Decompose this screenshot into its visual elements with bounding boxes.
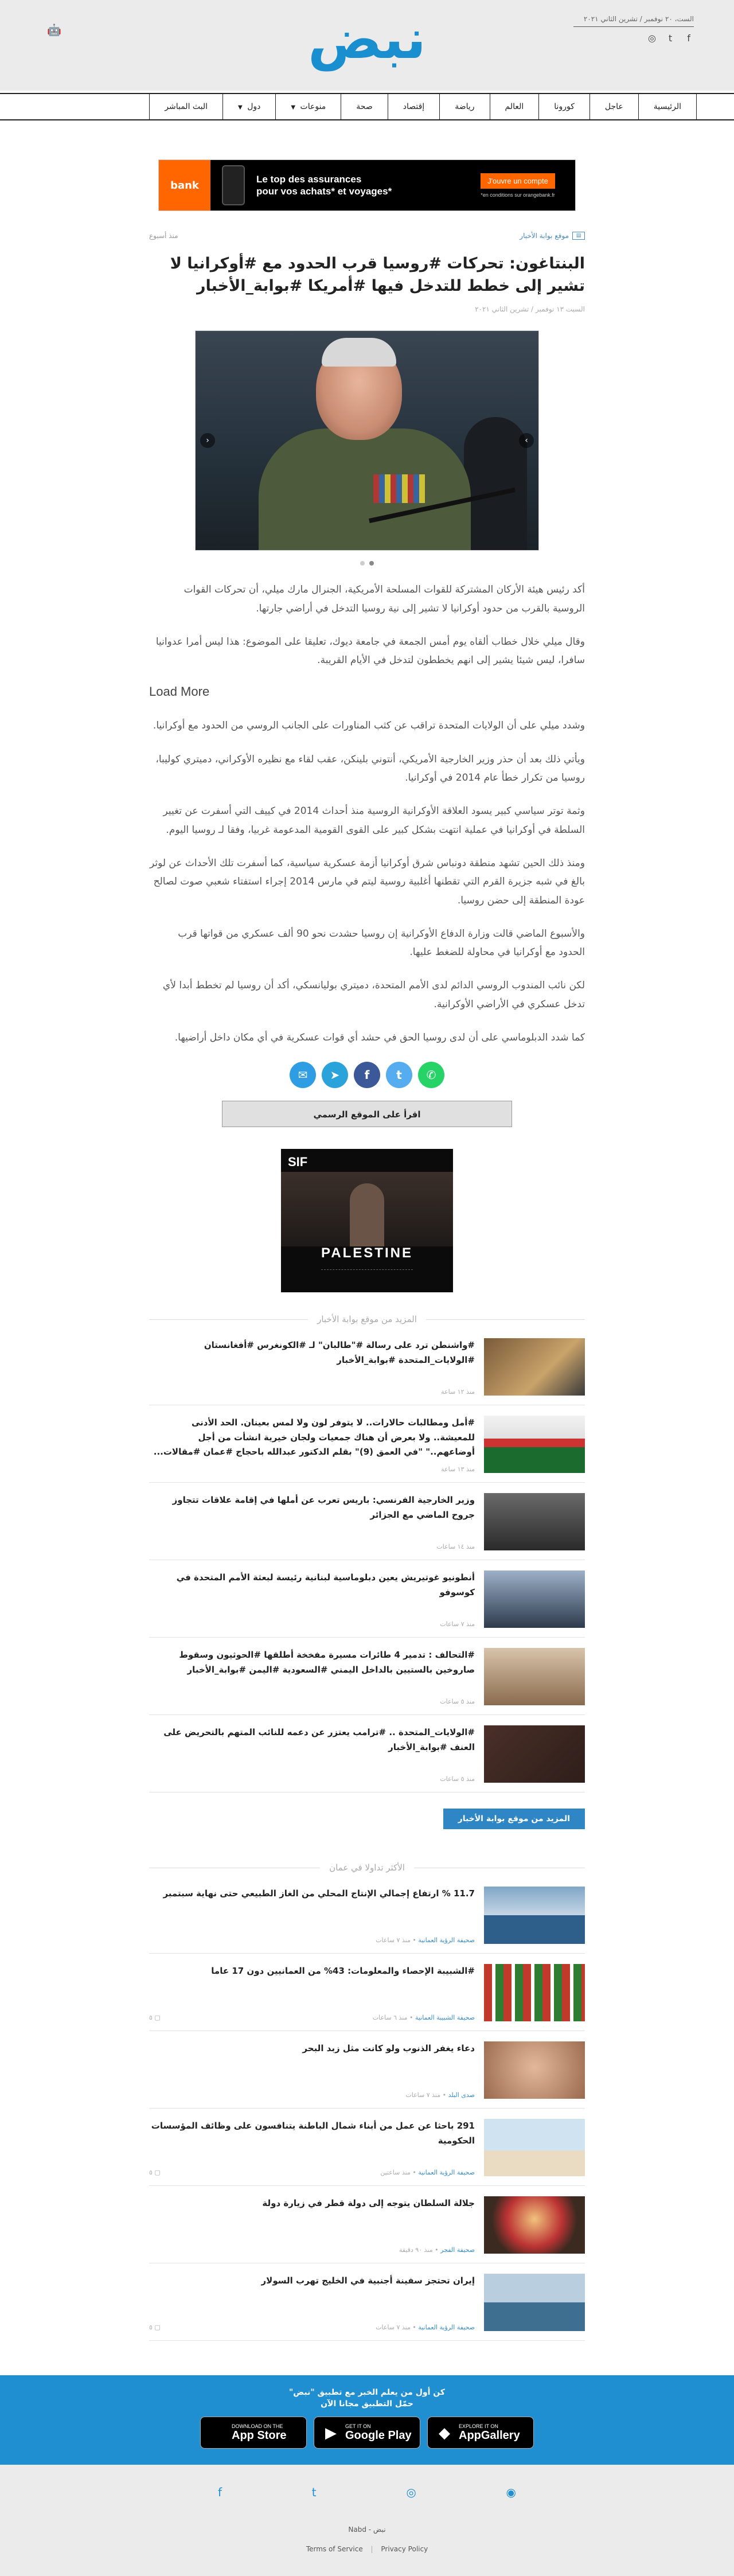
store-text xyxy=(459,2423,520,2442)
news-info xyxy=(149,2274,475,2331)
top-ad-banner[interactable] xyxy=(158,159,576,211)
news-footer xyxy=(149,1936,475,1944)
article-paragraph: وقال ميلي خلال خطاب ألقاه يوم أمس الجمعة في جامعة ديوك، تعليقا على الموضوع: هذا ليس أمرا عدوانيا سافرا، ليس شيئا يشير إلى انهم يخططون لتدخل في الأيام القريبة. xyxy=(155,636,585,667)
news-time: منذ ٥ ساعات xyxy=(440,1698,475,1706)
footer-social xyxy=(218,2485,516,2499)
store-text xyxy=(345,2423,412,2442)
store-name: AppGallery xyxy=(459,2429,520,2442)
news-info xyxy=(149,1493,475,1550)
article-paragraph: لكن نائب المندوب الروسي الدائم لدى الأمم المتحدة، دميتري بوليانسكي، أكد أن روسيا لم تخطط أبدا لأي تدخل عسكري في الأراضي الأوكرانية. xyxy=(162,980,585,1010)
app-download-band xyxy=(0,2375,734,2465)
news-time: منذ ٧ ساعات xyxy=(376,1936,411,1944)
ad-phone-image xyxy=(222,165,245,205)
ad-headline-1: Le top des assurances xyxy=(256,173,362,185)
news-thumbnail[interactable] xyxy=(484,2196,585,2254)
list-item[interactable] xyxy=(149,2119,585,2186)
news-thumbnail[interactable] xyxy=(484,2274,585,2331)
news-time: منذ ١٤ ساعات xyxy=(436,1543,475,1551)
news-source[interactable]: صحيفة الرؤية العمانية xyxy=(418,2169,475,2177)
news-footer xyxy=(149,2169,475,2176)
square-ad[interactable] xyxy=(281,1149,453,1292)
comment-icon: ▢ xyxy=(154,2014,161,2022)
news-source[interactable]: صحيفة الفجر xyxy=(440,2246,475,2254)
news-info xyxy=(149,2196,475,2254)
comment-icon: ▢ xyxy=(154,2169,161,2177)
carousel-prev-icon[interactable]: › xyxy=(519,433,534,448)
news-info xyxy=(149,1725,475,1783)
news-headline[interactable]: إيران تحتجز سفينة أجنبية في الخليج تهرب السولار xyxy=(261,2275,475,2286)
site-header xyxy=(0,0,734,91)
article-paragraph: أكد رئيس هيئة الأركان المشتركة للقوات المسلحة الأمريكية، الجنرال مارك ميلي، أن تحركات القوات الروسية بالقرب من حدود أوكرانيا لا تشير إلى نية روسيا التدخل في أراضي جارتها. xyxy=(184,584,585,614)
header-date: الست، ٢٠ نوفمبر / تشرين الثاني ٢٠٢١ xyxy=(573,15,694,27)
news-byline: صحيفة الرؤية العمانية • منذ ساعتين xyxy=(380,2169,475,2177)
news-thumbnail[interactable] xyxy=(484,2119,585,2176)
ad-disclaimer: *en conditions sur orangebank.fr xyxy=(481,192,555,198)
comment-count-value: ٥ xyxy=(149,2324,153,2332)
ad-brand-logo: bank xyxy=(159,160,210,211)
list-item[interactable] xyxy=(149,1725,585,1792)
nav-item-misc[interactable] xyxy=(275,94,341,119)
photo-medals xyxy=(373,474,425,503)
ad-figure xyxy=(350,1183,384,1246)
instagram-icon[interactable]: ◎ xyxy=(648,32,656,44)
photo-uniform xyxy=(259,428,471,551)
nav-item-live[interactable]: البث المباشر xyxy=(149,94,222,119)
comment-count xyxy=(149,2324,161,2331)
nav-item-home[interactable]: الرئيسية xyxy=(638,94,697,119)
huawei-icon: ◆ xyxy=(439,2423,450,2441)
list-item[interactable] xyxy=(149,1648,585,1715)
article-paragraph: وثمة توتر سياسي كبير يسود العلاقة الأوكرانية الروسية منذ أحداث 2014 في كييف التي أسفرت عن تغيير السلطة في أوكرانيا في عملية انتهت بشكل كبير على القوى القومية المدعومة غربيا، وفقا لـ روسيا اليوم. xyxy=(163,805,585,836)
news-footer xyxy=(149,2014,475,2021)
article-date: السبت ١٣ نوفمبر / تشرين الثاني ٢٠٢١ xyxy=(475,305,585,314)
article-paragraph: وشدد ميلي على أن الولايات المتحدة تراقب عن كثب المناورات على الجانب الروسي من الحدود مع أوكرانيا. xyxy=(153,720,585,732)
nav-item-health[interactable]: صحة xyxy=(341,94,387,119)
news-time: منذ ١٢ ساعة xyxy=(441,1388,475,1396)
carousel-dot[interactable] xyxy=(369,561,374,566)
carousel-next-icon[interactable]: ‹ xyxy=(200,433,215,448)
news-headline[interactable]: وزير الخارجية الفرنسي: باريس تعرب عن أملها في إقامة علاقات تتجاوز جروح الماضي مع الجزائر xyxy=(172,1495,475,1520)
related-title-label: المزيد من موقع بوابة الأخبار xyxy=(308,1314,426,1324)
telegram-share-icon[interactable]: ➤ xyxy=(322,1062,348,1088)
instagram-icon[interactable]: ◎ xyxy=(406,2485,416,2500)
list-item[interactable] xyxy=(149,2041,585,2109)
most-read-list xyxy=(149,1887,585,2341)
news-headline[interactable]: #الولايات_المتحدة .. #ترامب يعتزر عن دعمه للنائب المتهم بالتحريض على العنف #بوابة_الأخبار xyxy=(163,1727,475,1752)
facebook-icon[interactable]: f xyxy=(687,32,690,44)
list-item[interactable] xyxy=(149,2196,585,2263)
footer-separator: | xyxy=(370,2545,373,2554)
chevron-down-icon: ▼ xyxy=(291,104,296,111)
news-byline: صحيفة الفجر • منذ ٩٠ دقيقة xyxy=(399,2246,475,2254)
ad-scene-image xyxy=(281,1172,453,1246)
store-text xyxy=(232,2423,287,2442)
app-gallery-button[interactable] xyxy=(427,2417,534,2449)
ad-headline xyxy=(256,173,392,198)
news-time: منذ ٧ ساعات xyxy=(405,2091,441,2099)
list-item[interactable] xyxy=(149,1493,585,1560)
news-headline[interactable]: #الشبيبة الإحصاء والمعلومات: 43% من العمانيين دون 17 عاما xyxy=(211,1966,475,1977)
news-footer xyxy=(149,2246,475,2254)
news-info xyxy=(149,1964,475,2021)
twitter-icon[interactable]: t xyxy=(668,32,673,44)
news-byline: صحيفة الرؤية العمانية • منذ ٧ ساعات xyxy=(376,1936,475,1944)
news-time: منذ ٧ ساعات xyxy=(376,2324,411,2332)
app-band-subtitle: حمّل التطبيق مجانا الآن xyxy=(321,2399,413,2409)
article-title: البنتاغون: تحركات #روسيا قرب الحدود مع #أوكرانيا لا تشير إلى خطط للتدخل فيها #أمريكا #بوابة_الأخبار xyxy=(170,255,585,295)
news-source[interactable]: صحيفة الرؤية العمانية xyxy=(418,1936,475,1944)
news-info xyxy=(149,1570,475,1628)
news-headline[interactable]: #أمل ومطالبات حالارات.. لا يتوفر لون ولا لمس بعينان. الحد الأدنى للمعيشة.. ولا بعرض أن هناك جمعيات ولجان خيرية انشأت من أجل أوضاعهم.." "في العمق (9)" بقلم الدكتور عبدالله باحجاج #عمان #مقالات... xyxy=(153,1417,475,1457)
nav-item-countries[interactable] xyxy=(222,94,275,119)
footer-links xyxy=(0,2545,734,2553)
news-source[interactable]: صحيفة الشبيبة العمانية xyxy=(415,2014,475,2022)
store-small-text: EXPLORE IT ON xyxy=(459,2423,498,2430)
article-body xyxy=(149,580,585,1047)
news-byline: صحيفة الشبيبة العمانية • منذ ٦ ساعات xyxy=(372,2014,475,2022)
list-item[interactable] xyxy=(149,1887,585,1954)
news-info xyxy=(149,1416,475,1473)
news-byline: صدى البلد • منذ ٧ ساعات xyxy=(405,2091,475,2099)
whatsapp-share-icon[interactable]: ✆ xyxy=(418,1062,444,1088)
carousel-dots xyxy=(149,561,585,566)
news-footer xyxy=(149,2324,475,2331)
store-small-text: DOWNLOAD ON THE xyxy=(232,2423,283,2430)
globe-icon[interactable]: ◉ xyxy=(506,2485,516,2500)
date-block xyxy=(573,15,694,43)
nav-item-breaking[interactable]: عاجل xyxy=(589,94,638,119)
nav-item-world[interactable]: العالم xyxy=(490,94,539,119)
news-headline[interactable]: #واشنطن ترد على رسالة #"طالبان" لـ #الكونغرس #أفغانستان #الولايات_المتحدة #بوابة_الأخبار xyxy=(204,1340,475,1365)
most-read-title-label: الأكثر تداولا في عمان xyxy=(320,1862,414,1873)
ad-sif-logo: SIF xyxy=(288,1155,308,1170)
list-item[interactable] xyxy=(149,1964,585,2031)
android-icon[interactable]: 🤖 xyxy=(47,23,61,37)
list-item[interactable] xyxy=(149,2274,585,2341)
news-thumbnail[interactable] xyxy=(484,1648,585,1705)
ad-content xyxy=(210,160,460,211)
news-headline[interactable]: 11.7 % ارتفاع إجمالي الإنتاج المحلي من الغاز الطبيعي حتى نهاية سبتمبر xyxy=(163,1888,475,1899)
news-time: منذ ١٣ ساعة xyxy=(441,1466,475,1474)
nav-item-countries-label: دول xyxy=(247,102,261,111)
news-source[interactable]: صدى البلد xyxy=(448,2091,475,2099)
carousel-dot[interactable] xyxy=(360,561,365,566)
news-info xyxy=(149,1887,475,1944)
nav-item-sports[interactable]: رياضة xyxy=(439,94,489,119)
news-headline[interactable]: أنطونيو غوتيريش يعين دبلوماسية لبنانية رئيسة لبعثة الأمم المتحدة في كوسوفو xyxy=(176,1572,475,1597)
nav-item-misc-label: منوعات xyxy=(300,102,326,111)
share-bar xyxy=(149,1062,585,1088)
news-footer xyxy=(149,2091,475,2099)
news-thumbnail[interactable] xyxy=(484,1725,585,1783)
comment-icon: ▢ xyxy=(154,2324,161,2332)
store-badges xyxy=(0,2417,734,2449)
twitter-icon[interactable]: t xyxy=(311,2485,317,2500)
source-logo-icon: ▤ xyxy=(572,232,585,240)
app-store-button[interactable] xyxy=(200,2417,307,2449)
article-paragraph: كما شدد الدبلوماسي على أن لدى روسيا الحق في حشد أي قوات عسكرية في أي مكان داخل أراضيها. xyxy=(174,1032,585,1044)
load-more-button[interactable]: Load More xyxy=(149,684,210,699)
ad-caption: PALESTINE xyxy=(321,1245,413,1261)
article-meta xyxy=(149,232,585,244)
facebook-share-icon[interactable]: f xyxy=(354,1062,380,1088)
related-section-title xyxy=(149,1314,585,1324)
comment-count-value: ٥ xyxy=(149,2169,153,2177)
news-time: منذ ٧ ساعات xyxy=(440,1620,475,1628)
news-thumbnail[interactable] xyxy=(484,1887,585,1944)
article-paragraph: ومنذ ذلك الحين تشهد منطقة دونباس شرق أوكرانيا أزمة عسكرية سياسية، كما أسفرت تلك الأحداث عن لوثر بالغ في شبه جزيرة القرم التي تقطنها أغلبية روسية ليتم في مارس 2014 إجراء استفتاء شعبي صوت لصالح عودة المنطقة إلى حضن روسيا. xyxy=(149,857,585,906)
news-info xyxy=(149,1338,475,1396)
facebook-icon[interactable]: f xyxy=(218,2485,222,2500)
news-time: منذ ساعتين xyxy=(380,2169,411,2177)
news-time: منذ ٩٠ دقيقة xyxy=(399,2246,433,2254)
news-headline[interactable]: جلالة السلطان يتوجه إلى دولة قطر في زيارة دولة xyxy=(262,2198,475,2209)
related-list xyxy=(149,1338,585,1792)
image-carousel[interactable] xyxy=(195,330,539,551)
news-byline: صحيفة الرؤية العمانية • منذ ٧ ساعات xyxy=(376,2324,475,2332)
news-thumbnail[interactable] xyxy=(484,1964,585,2021)
ad-cta-button[interactable]: J'ouvre un compte xyxy=(481,173,555,189)
article-container xyxy=(149,232,585,2341)
main-nav xyxy=(0,93,734,120)
news-headline[interactable]: #التحالف : تدمير 4 طائرات مسيرة مفخخة أطلقها #الحوثيون وسقوط صاروخين بالستيين بالداخل اليمني #السعودية #اليمن #بوابة_الأخبار xyxy=(179,1650,475,1675)
footer-brand: Nabd - نبض xyxy=(348,2526,386,2534)
most-read-section-title xyxy=(149,1862,585,1873)
article-source-label: موقع بوابة الأخبار xyxy=(520,232,569,240)
news-thumbnail[interactable] xyxy=(484,1416,585,1473)
news-headline[interactable]: دعاء يغفر الذنوب ولو كانت مثل زبد البحر xyxy=(302,2043,475,2054)
news-info xyxy=(149,2041,475,2099)
more-from-source-button[interactable]: المزيد من موقع بوابة الأخبار xyxy=(443,1809,585,1829)
store-name: Google Play xyxy=(345,2429,412,2442)
article-paragraph: والأسبوع الماضي قالت وزارة الدفاع الأوكرانية إن روسيا حشدت نحو 90 ألف عسكري من قواتها قرب الحدود مع أوكرانيا في محاولة للضغط عليها. xyxy=(178,927,585,958)
news-time: منذ ٦ ساعات xyxy=(372,2014,408,2022)
news-info xyxy=(149,2119,475,2176)
google-play-button[interactable] xyxy=(314,2417,420,2449)
chevron-down-icon: ▼ xyxy=(238,104,243,111)
comment-count xyxy=(149,2014,161,2021)
news-source[interactable]: صحيفة الرؤية العمانية xyxy=(418,2324,475,2332)
app-band-title: كن أول من يعلم الخبر مع تطبيق "نبض" xyxy=(288,2388,446,2398)
news-info xyxy=(149,1648,475,1705)
ad-cta-block xyxy=(460,160,575,211)
news-thumbnail[interactable] xyxy=(484,1338,585,1396)
comment-count xyxy=(149,2169,161,2176)
article-source[interactable] xyxy=(520,232,585,240)
app-links xyxy=(40,23,61,37)
google-play-icon: ▶ xyxy=(325,2423,337,2441)
news-thumbnail[interactable] xyxy=(484,2041,585,2099)
twitter-share-icon[interactable]: t xyxy=(386,1062,412,1088)
list-item[interactable] xyxy=(149,1416,585,1483)
news-time: منذ ٥ ساعات xyxy=(440,1775,475,1783)
header-social xyxy=(573,33,694,43)
ad-headline-2: pour vos achats* et voyages* xyxy=(256,186,392,197)
news-thumbnail[interactable] xyxy=(484,1570,585,1628)
email-share-icon[interactable]: ✉ xyxy=(290,1062,316,1088)
read-official-button[interactable]: اقرأ على الموقع الرسمي xyxy=(222,1101,512,1127)
site-footer xyxy=(0,2465,734,2576)
photo-hair xyxy=(322,338,396,367)
nav-item-economy[interactable]: إقتصاد xyxy=(388,94,439,119)
store-small-text: GET IT ON xyxy=(345,2423,371,2430)
nav-item-corona[interactable]: كورونا xyxy=(538,94,589,119)
list-item[interactable] xyxy=(149,1338,585,1405)
site-logo[interactable]: نبض xyxy=(307,7,427,71)
photo-background-person xyxy=(464,417,527,551)
list-item[interactable] xyxy=(149,1570,585,1638)
news-thumbnail[interactable] xyxy=(484,1493,585,1550)
ad-divider xyxy=(321,1269,413,1270)
news-headline[interactable]: 291 باحثا عن عمل من أبناء شمال الباطنة يتنافسون على وظائف المؤسسات الحكومية xyxy=(151,2121,475,2146)
privacy-link[interactable]: Privacy Policy xyxy=(381,2545,428,2554)
comment-count-value: ٥ xyxy=(149,2014,153,2022)
article-paragraph: ويأتي ذلك بعد أن حذر وزير الخارجية الأمريكي، أنتوني بلينكن، عقب لقاء مع نظيره الأوكراني، دميتري كوليبا، روسيا من تكرار خطأ عام 2014 في أوكرانيا. xyxy=(155,753,585,784)
store-name: App Store xyxy=(232,2429,287,2442)
terms-link[interactable]: Terms of Service xyxy=(306,2545,363,2554)
article-time-ago: منذ أسبوع xyxy=(149,232,178,240)
